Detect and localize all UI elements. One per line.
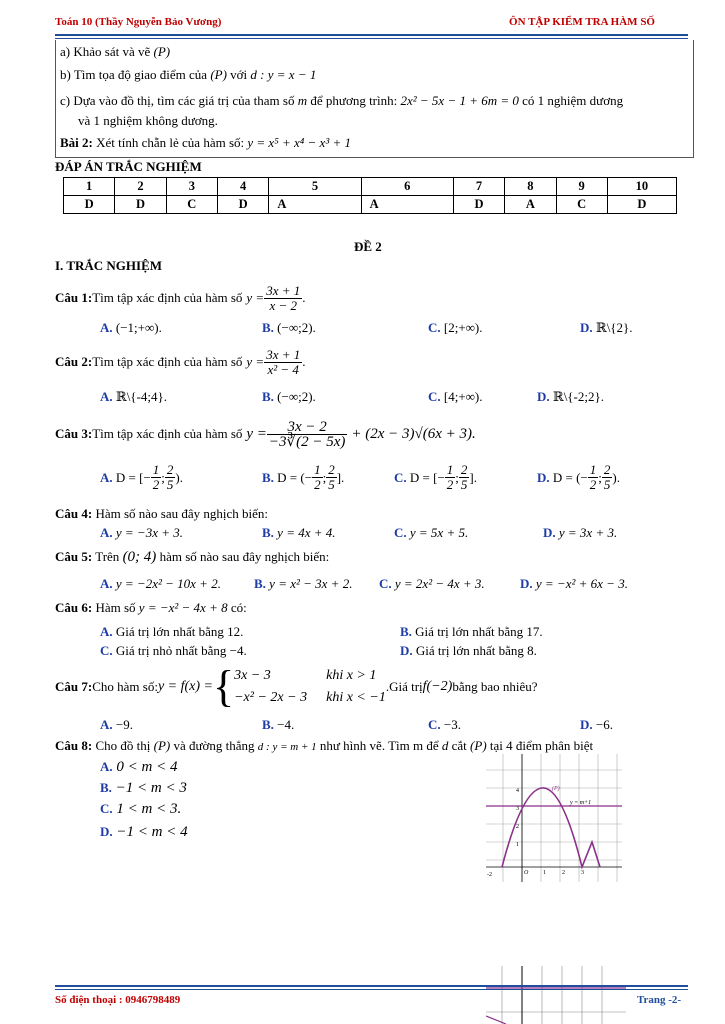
q7-option-c[interactable]: C. −3.: [428, 717, 461, 732]
q8-option-b[interactable]: B. −1 < m < 3: [100, 780, 187, 796]
parabola-graph: [482, 750, 624, 886]
graph-grid: [486, 754, 622, 882]
piecewise-brace: {: [212, 662, 235, 711]
answer-number: 6: [361, 178, 453, 196]
answer-number: 4: [217, 178, 268, 196]
footer-page-number: Trang -2-: [637, 994, 682, 1006]
footer-phone: Số điện thoại : 0946798489: [55, 994, 181, 1006]
q5-option-b[interactable]: B. y = x² − 3x + 2.: [254, 576, 353, 591]
question-8: Câu 8: Cho đồ thị (P) và đường thẳng d : y = m + 1 như hình vẽ. Tìm m để d cắt (P) tại 4 điểm phân biệt: [55, 738, 594, 753]
q4-option-a[interactable]: A. y = −3x + 3.: [100, 525, 183, 540]
q6-option-b[interactable]: B. Giá trị lớn nhất bằng 17.: [400, 624, 543, 639]
question-2: Câu 2: Tìm tập xác định của hàm số y = $\frac{3x + 1}{\text{x² − 4}}$ .: [55, 346, 306, 377]
q3-option-d[interactable]: D. D = (− $\frac{1}{2}$ ; $\frac{2}{5}$ ).: [537, 462, 620, 492]
answer-number: 3: [166, 178, 217, 196]
answer-number: 7: [453, 178, 504, 196]
q7-option-a[interactable]: A. −9.: [100, 717, 133, 732]
q8-option-d[interactable]: D. −1 < m < 4: [100, 824, 188, 840]
header-topic: ÔN TẬP KIỂM TRA HÀM SỐ: [509, 16, 655, 28]
answer-letter: D: [64, 196, 115, 214]
y-tick: 4: [516, 788, 519, 794]
q5-option-c[interactable]: C. y = 2x² − 4x + 3.: [379, 576, 485, 591]
q4-option-b[interactable]: B. y = 4x + 4.: [262, 525, 336, 540]
header-rule: [55, 34, 688, 36]
question-5: Câu 5: Trên (0; 4) hàm số nào sau đây nghịch biến:: [55, 549, 330, 565]
answer-letter: D: [607, 196, 676, 214]
question-3: Câu 3: Tìm tập xác định của hàm số y = $\frac{3x - 2}{-3∛(2 - 5x)}$ + (2x − 3)√(6x + 3).: [55, 418, 476, 450]
q6-option-a[interactable]: A. Giá trị lớn nhất bằng 12.: [100, 624, 244, 639]
box-bai2: Bài 2: Xét tính chẵn lẻ của hàm số: y = x⁵ + x⁴ − x³ + 1: [60, 135, 351, 150]
x-tick: O: [524, 870, 529, 876]
answer-key-letter-row: [64, 196, 677, 214]
q8-option-c[interactable]: C. 1 < m < 3.: [100, 801, 182, 817]
header-course: Toán 10 (Thầy Nguyễn Bảo Vương): [55, 16, 222, 28]
q1-option-a[interactable]: A. (−1;+∞).: [100, 320, 162, 335]
q7-option-b[interactable]: B. −4.: [262, 717, 295, 732]
q6-option-c[interactable]: C. Giá trị nhỏ nhất bằng −4.: [100, 643, 247, 658]
page-header: [55, 14, 695, 34]
box-item-c-cont: và 1 nghiệm không dương.: [78, 113, 218, 128]
q3-option-c[interactable]: C. D = [− $\frac{1}{2}$ ; $\frac{2}{5}$ ].: [394, 462, 477, 492]
y-tick: 3: [516, 806, 519, 812]
answer-key-table: [63, 177, 677, 214]
answer-letter: D: [217, 196, 268, 214]
q2-option-a[interactable]: A. ℝ\{-4;4}.: [100, 389, 167, 404]
x-tick: 2: [562, 870, 565, 876]
answer-number: 9: [556, 178, 607, 196]
q1-option-b[interactable]: B. (−∞;2).: [262, 320, 316, 335]
answer-letter: D: [115, 196, 166, 214]
x-tick: 3: [581, 870, 584, 876]
y-tick: 1: [516, 842, 519, 848]
footer-rule-thin: [55, 989, 688, 990]
q4-option-c[interactable]: C. y = 5x + 5.: [394, 525, 469, 540]
answer-letter: C: [166, 196, 217, 214]
q1-option-d[interactable]: D. ℝ\{2}.: [580, 320, 633, 335]
q5-option-a[interactable]: A. y = −2x² − 10x + 2.: [100, 576, 221, 591]
q5-option-d[interactable]: D. y = −x² + 6x − 3.: [520, 576, 628, 591]
answer-letter: D: [453, 196, 504, 214]
q8-option-a[interactable]: A. 0 < m < 4: [100, 759, 178, 775]
x-tick: -2: [487, 872, 492, 878]
box-item-b: b) Tìm tọa độ giao điểm của (P) với d : y = x − 1: [60, 67, 317, 82]
q2-option-d[interactable]: D. ℝ\{-2;2}.: [537, 389, 604, 404]
box-item-a: a) Khảo sát và vẽ (P): [60, 44, 171, 59]
answer-letter: C: [556, 196, 607, 214]
q6-option-d[interactable]: D. Giá trị lớn nhất bằng 8.: [400, 643, 537, 658]
y-tick: 2: [516, 824, 519, 830]
q1-option-c[interactable]: C. [2;+∞).: [428, 320, 483, 335]
answer-key-number-row: [64, 178, 677, 196]
partial-graph-fragment: [486, 966, 626, 1024]
q2-option-b[interactable]: B. (−∞;2).: [262, 389, 316, 404]
answer-letter: A: [269, 196, 361, 214]
section-heading: I. TRẮC NGHIỆM: [55, 258, 163, 273]
graph-label-p: (P): [552, 786, 560, 792]
answer-number: 5: [269, 178, 361, 196]
q3-option-a[interactable]: A. D = [− $\frac{1}{2}$ ; $\frac{2}{5}$ ).: [100, 462, 183, 492]
answer-number: 2: [115, 178, 166, 196]
q3-option-b[interactable]: B. D = (− $\frac{1}{2}$ ; $\frac{2}{5}$ ].: [262, 462, 345, 492]
answer-letter: A: [505, 196, 556, 214]
answer-key-title: ĐÁP ÁN TRẮC NGHIỆM: [55, 159, 202, 174]
q2-option-c[interactable]: C. [4;+∞).: [428, 389, 483, 404]
box-item-c: c) Dựa vào đồ thị, tìm các giá trị của tham số m để phương trình: 2x² − 5x − 1 + 6m = 0 có 1 nghiệm dương: [60, 93, 624, 108]
answer-number: 1: [64, 178, 115, 196]
x-tick: 1: [543, 870, 546, 876]
q7-option-d[interactable]: D. −6.: [580, 717, 613, 732]
answer-letter: A: [361, 196, 453, 214]
question-1: Câu 1: Tìm tập xác định của hàm số y = $\frac{3x + 1}{x - 2}$ .: [55, 282, 306, 313]
exam-title: ĐỀ 2: [354, 239, 382, 254]
answer-number: 8: [505, 178, 556, 196]
graph-label-line: y = m+1: [570, 800, 592, 806]
header-rule-thin: [55, 38, 688, 39]
question-4: Câu 4: Hàm số nào sau đây nghịch biến:: [55, 506, 269, 521]
q4-option-d[interactable]: D. y = 3x + 3.: [543, 525, 618, 540]
question-7: Câu 7: Cho hàm số: y = f(x) = { 3x − 3 khi x > 1 −x² − 2x − 3 khi x < −1 .Giá trị f(−2) bằng bao nhiêu?: [55, 662, 538, 711]
answer-number: 10: [607, 178, 676, 196]
footer-rule: [55, 985, 688, 987]
question-6: Câu 6: Hàm số y = −x² − 4x + 8 có:: [55, 600, 247, 615]
